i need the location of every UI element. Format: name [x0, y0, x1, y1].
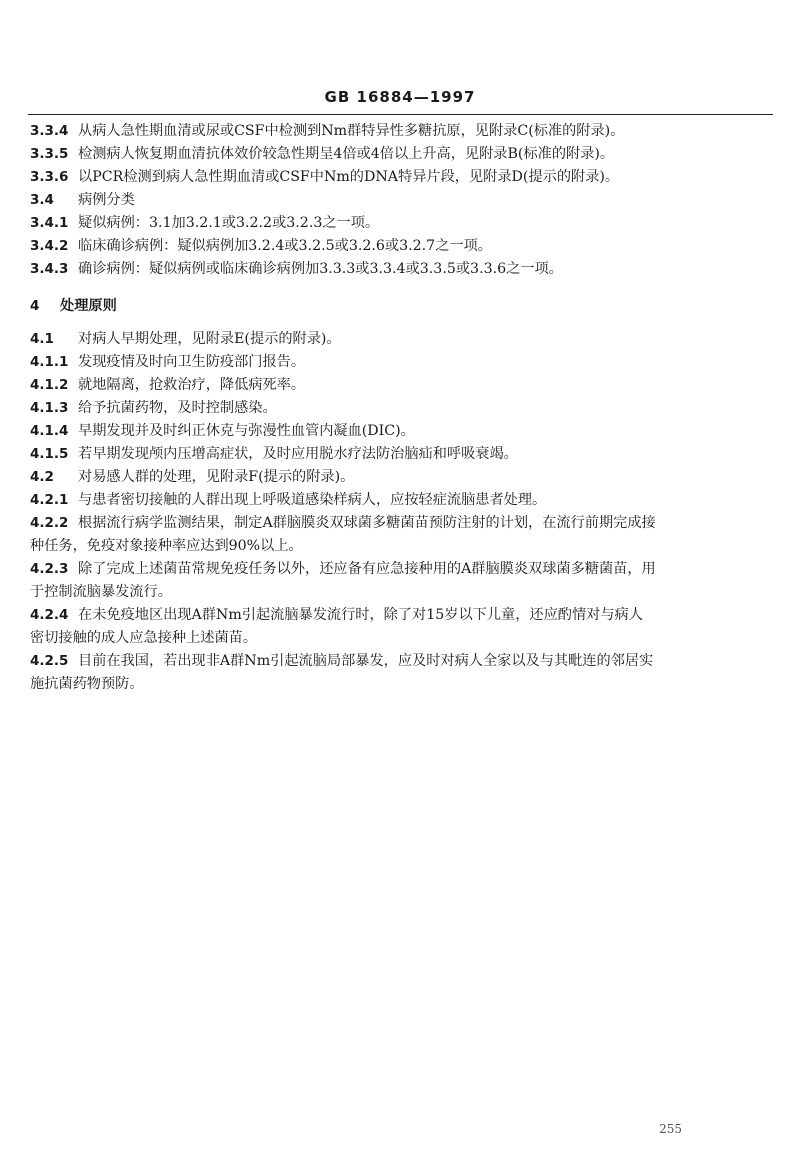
clause-3-4-1: [30, 212, 775, 235]
clause-4-2-2-continued: 种任务，免疫对象接种率应达到90%以上。: [30, 538, 303, 554]
clause-3-4: [30, 189, 775, 212]
clause-number: 3.3.6: [30, 169, 69, 185]
clause-text: 早期发现并及时纠正休克与弥漫性血管内凝血(DIC)。: [78, 423, 415, 439]
clause-number: 3.3.5: [30, 146, 69, 162]
clause-number: 4.2.1: [30, 492, 69, 508]
clause-3-4-2: [30, 235, 775, 258]
clause-4-2-5-continued: 施抗菌药物预防。: [30, 676, 144, 692]
document-body: [30, 120, 775, 696]
clause-number: 4.1.1: [30, 354, 69, 370]
clause-number: 4.1: [30, 331, 54, 347]
clause-number: 4.1.5: [30, 446, 69, 462]
clause-text: 若早期发现颅内压增高症状，及时应用脱水疗法防治脑疝和呼吸衰竭。: [78, 446, 518, 462]
clause-text: 就地隔离，抢救治疗，降低病死率。: [78, 377, 306, 393]
clause-number: 4.2.2: [30, 515, 69, 531]
clause-text: 对易感人群的处理，见附录F(提示的附录)。: [78, 469, 355, 485]
clause-4-2-3: [30, 558, 775, 581]
clause-4-2-4: [30, 604, 775, 627]
clause-text: 确诊病例：疑似病例或临床确诊病例加3.3.3或3.3.4或3.3.5或3.3.6之一项。: [78, 261, 563, 277]
clause-3-4-3: [30, 258, 775, 281]
clause-number: 4.2.5: [30, 653, 69, 669]
clause-number: 4.2: [30, 469, 54, 485]
clause-number: 3.4.3: [30, 261, 69, 277]
document-header: [0, 88, 800, 106]
clause-4-2-4-continued: 密切接触的成人应急接种上述菌苗。: [30, 630, 258, 646]
clause-4-2-5: [30, 650, 775, 673]
clause-4-1-3: [30, 397, 775, 420]
clause-4-1-4: [30, 420, 775, 443]
section-title: 处理原则: [60, 298, 117, 314]
clause-4-1: [30, 328, 775, 351]
clause-3-3-4: [30, 120, 775, 143]
section-heading-4: [30, 295, 775, 318]
clause-text: 发现疫情及时向卫生防疫部门报告。: [78, 354, 306, 370]
clause-4-1-5: [30, 443, 775, 466]
page-number: 255: [659, 1122, 682, 1136]
clause-text: 病例分类: [78, 192, 135, 208]
header-divider: [28, 114, 773, 115]
clause-number: 4.2.4: [30, 607, 69, 623]
clause-text: 疑似病例：3.1加3.2.1或3.2.2或3.2.3之一项。: [78, 215, 380, 231]
clause-text: 从病人急性期血清或尿或CSF中检测到Nm群特异性多糖抗原，见附录C(标准的附录)。: [78, 123, 625, 139]
standard-code: GB 16884—1997: [324, 88, 476, 106]
clause-number: 4.2.3: [30, 561, 69, 577]
clause-3-3-6: [30, 166, 775, 189]
clause-3-3-5: [30, 143, 775, 166]
clause-text: 根据流行病学监测结果，制定A群脑膜炎双球菌多糖菌苗预防注射的计划，在流行前期完成接: [78, 515, 656, 531]
clause-text: 以PCR检测到病人急性期血清或CSF中Nm的DNA特异片段，见附录D(提示的附录)。: [78, 169, 620, 185]
clause-4-1-2: [30, 374, 775, 397]
clause-number: 3.4.1: [30, 215, 69, 231]
clause-number: 4.1.2: [30, 377, 69, 393]
clause-number: 3.4.2: [30, 238, 69, 254]
clause-text: 目前在我国，若出现非A群Nm引起流脑局部暴发，应及时对病人全家以及与其毗连的邻居实: [78, 653, 654, 669]
clause-text: 对病人早期处理，见附录E(提示的附录)。: [78, 331, 341, 347]
clause-text: 在未免疫地区出现A群Nm引起流脑暴发流行时，除了对15岁以下儿童，还应酌情对与病人: [78, 607, 643, 623]
clause-4-2-2: [30, 512, 775, 535]
section-number: 4: [30, 298, 40, 314]
clause-number: 3.3.4: [30, 123, 69, 139]
clause-number: 4.1.4: [30, 423, 69, 439]
clause-text: 给予抗菌药物，及时控制感染。: [78, 400, 277, 416]
clause-4-2: [30, 466, 775, 489]
clause-text: 除了完成上述菌苗常规免疫任务以外，还应备有应急接种用的A群脑膜炎双球菌多糖菌苗，用: [78, 561, 656, 577]
clause-number: 3.4: [30, 192, 54, 208]
clause-4-2-1: [30, 489, 775, 512]
clause-4-1-1: [30, 351, 775, 374]
clause-text: 临床确诊病例：疑似病例加3.2.4或3.2.5或3.2.6或3.2.7之一项。: [78, 238, 492, 254]
clause-4-2-3-continued: 于控制流脑暴发流行。: [30, 584, 172, 600]
clause-text: 与患者密切接触的人群出现上呼吸道感染样病人，应按轻症流脑患者处理。: [78, 492, 547, 508]
clause-number: 4.1.3: [30, 400, 69, 416]
clause-text: 检测病人恢复期血清抗体效价较急性期呈4倍或4倍以上升高，见附录B(标准的附录)。: [78, 146, 615, 162]
